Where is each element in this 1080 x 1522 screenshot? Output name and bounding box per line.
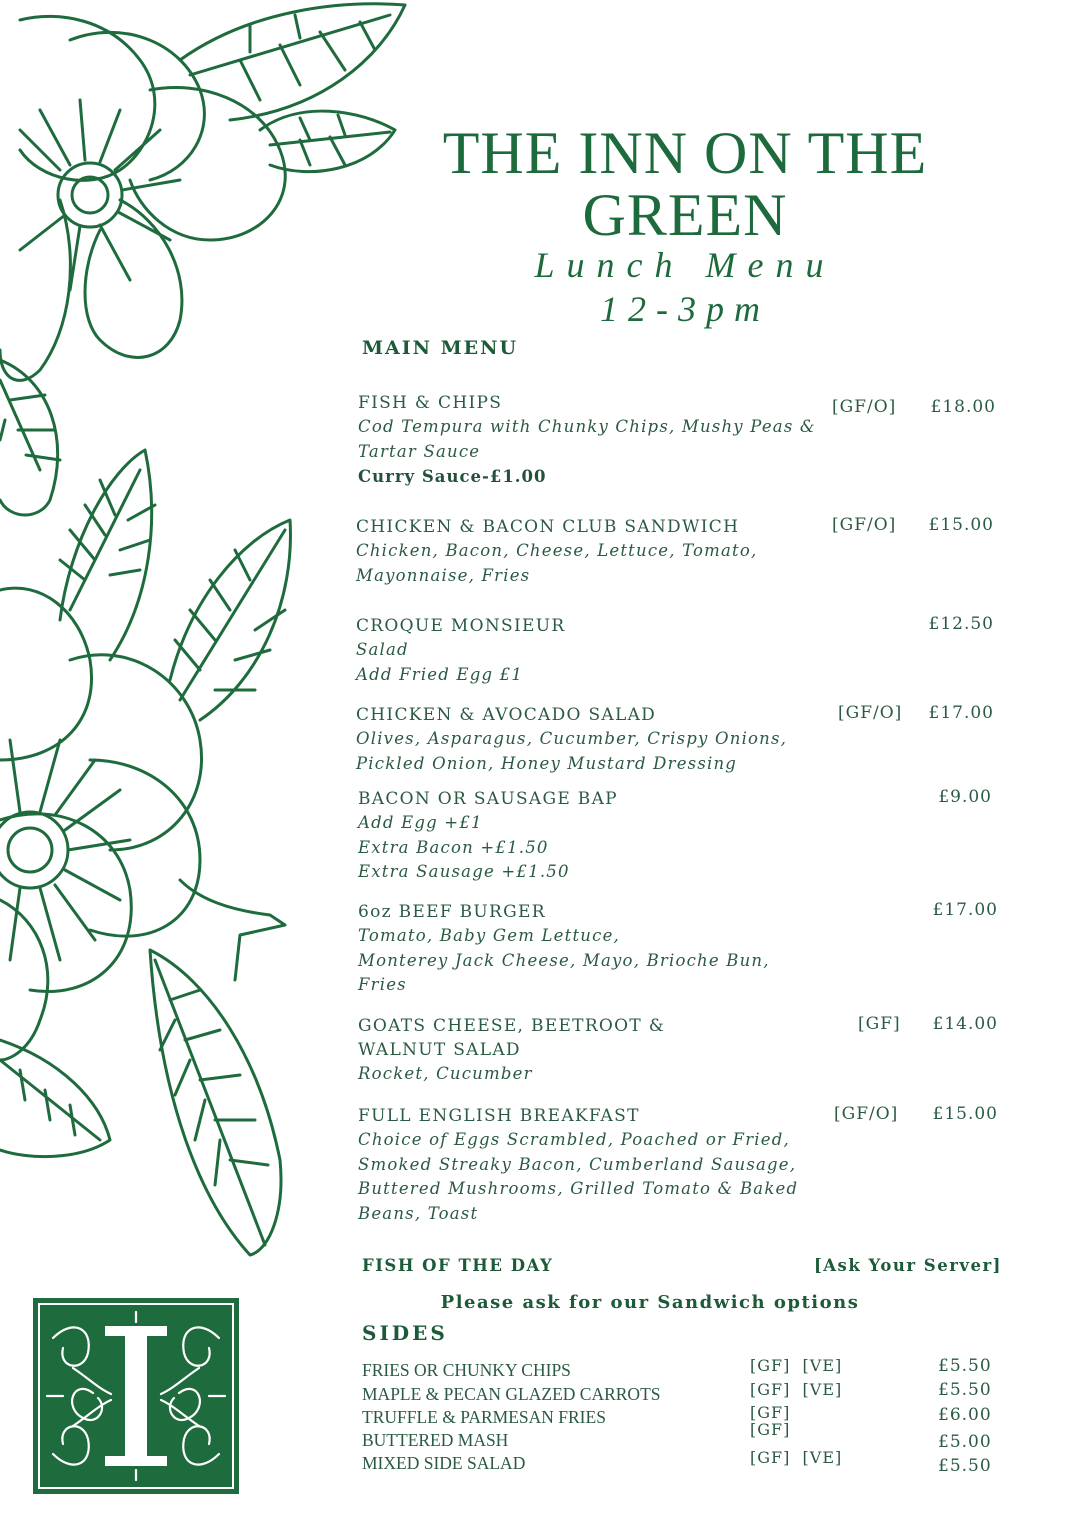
dietary-tag: [GF] [VE] <box>750 1380 843 1399</box>
dietary-tag: [GF] <box>858 1014 901 1034</box>
item-description: Tomato, Baby Gem Lettuce, Monterey Jack Cheese, Mayo, Brioche Bun, Fries <box>358 926 770 994</box>
menu-item <box>358 787 1008 885</box>
dietary-tag: [GF/O] <box>834 1104 899 1124</box>
item-name: CROQUE MONSIEUR <box>356 616 566 636</box>
item-description: Cod Tempura with Chunky Chips, Mushy Peas & Tartar Sauce <box>358 417 816 461</box>
menu-item <box>356 515 1006 588</box>
dietary-tag: [GF] [VE] <box>750 1356 843 1375</box>
fish-of-the-day-label: FISH OF THE DAY <box>362 1256 554 1275</box>
letter-i-monogram-icon <box>33 1298 239 1494</box>
dietary-tag: [GF/O] <box>832 515 897 535</box>
side-name: MAPLE & PECAN GLAZED CARROTS <box>362 1384 661 1404</box>
item-description: Choice of Eggs Scrambled, Poached or Fried, Smoked Streaky Bacon, Cumberland Sausage, Buttered Mushrooms, Grilled Tomato & Baked Beans, Toast <box>358 1130 799 1223</box>
restaurant-title: THE INN ON THE GREEN <box>442 120 928 248</box>
item-extra: Curry Sauce-£1.00 <box>358 467 547 486</box>
item-name: CHICKEN & AVOCADO SALAD <box>356 705 657 725</box>
menu-item <box>358 1104 1008 1226</box>
sides-heading: SIDES <box>362 1321 448 1345</box>
side-name: MIXED SIDE SALAD <box>362 1453 526 1473</box>
side-name: TRUFFLE & PARMESAN FRIES <box>362 1407 606 1427</box>
dietary-tag: [GF] <box>750 1420 791 1439</box>
item-name: FISH & CHIPS <box>358 393 503 413</box>
menu-hours: 12-3pm <box>600 289 770 329</box>
ask-your-server-note: [Ask Your Server] <box>813 1256 1002 1275</box>
side-price: £5.50 <box>938 1456 992 1476</box>
dietary-tag: [GF] [VE] <box>750 1448 843 1467</box>
dietary-tag: [GF/O] <box>838 703 903 723</box>
item-description: Add Egg +£1 Extra Bacon +£1.50 Extra Sausage +£1.50 <box>358 813 570 881</box>
menu-item <box>358 1014 1008 1087</box>
menu-item <box>358 391 1008 489</box>
item-description: Salad Add Fried Egg £1 <box>356 640 524 684</box>
menu-item <box>356 614 1006 687</box>
main-menu-heading: MAIN MENU <box>362 337 519 359</box>
side-price: £5.50 <box>938 1356 992 1376</box>
item-description: Olives, Asparagus, Cucumber, Crispy Onions, Pickled Onion, Honey Mustard Dressing <box>356 729 788 773</box>
side-price: £5.50 <box>938 1380 992 1400</box>
menu-item <box>358 900 1008 998</box>
item-name: FULL ENGLISH BREAKFAST <box>358 1106 640 1126</box>
menu-subtitle: Lunch Menu <box>534 245 836 285</box>
side-name: BUTTERED MASH <box>362 1430 509 1450</box>
item-price: £14.00 <box>932 1014 998 1034</box>
item-description: Rocket, Cucumber <box>358 1064 533 1083</box>
item-price: £17.00 <box>932 900 998 920</box>
dietary-tag: [GF] <box>750 1403 791 1422</box>
item-price: £15.00 <box>928 515 994 535</box>
item-name: CHICKEN & BACON CLUB SANDWICH <box>356 517 740 537</box>
side-price: £6.00 <box>938 1405 992 1425</box>
item-price: £9.00 <box>938 787 992 807</box>
side-name: FRIES OR CHUNKY CHIPS <box>362 1360 571 1380</box>
dietary-tag: [GF/O] <box>832 397 897 417</box>
item-name: 6oz BEEF BURGER <box>358 902 546 922</box>
item-price: £17.00 <box>928 703 994 723</box>
fish-of-the-day <box>362 1256 1002 1275</box>
item-description: Chicken, Bacon, Cheese, Lettuce, Tomato, Mayonnaise, Fries <box>356 541 758 585</box>
item-name: BACON OR SAUSAGE BAP <box>358 789 618 809</box>
side-price: £5.00 <box>938 1432 992 1452</box>
item-price: £18.00 <box>930 397 996 417</box>
item-name: GOATS CHEESE, BEETROOT & WALNUT SALAD <box>358 1016 666 1060</box>
menu-item <box>356 703 1006 776</box>
item-price: £15.00 <box>932 1104 998 1124</box>
item-price: £12.50 <box>928 614 994 634</box>
sandwich-options-note: Please ask for our Sandwich options <box>440 1292 860 1313</box>
